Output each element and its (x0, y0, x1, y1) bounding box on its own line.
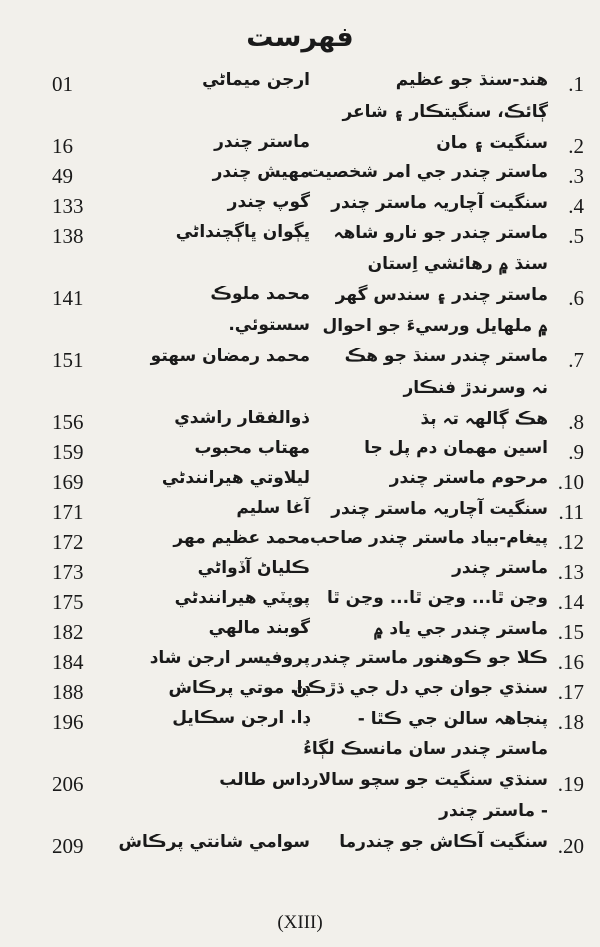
entry-author: سوامي شانتي پرڪاش (118, 832, 310, 852)
entry-title: سنڌي سنگيت جو سچو سالار (308, 770, 548, 790)
entry-title: سنڌي جوان جي دل جي ڌڙڪڻ (292, 678, 548, 698)
toc-entry (0, 70, 600, 132)
toc-entry (0, 222, 600, 284)
entry-author: ڪلياڻ آڏواڻي (197, 558, 310, 578)
entry-number: .7 (568, 348, 584, 372)
toc-entry (0, 346, 600, 408)
entry-number: .4 (568, 194, 584, 218)
entry-page: 156 (52, 410, 84, 434)
entry-title: ماستر چندر ۽ سندس گهر (335, 285, 548, 305)
entry-title-continued: ۾ ملهايل ورسيءَ جو احوال (322, 316, 548, 336)
entry-number: .3 (568, 164, 584, 188)
entry-number: .5 (568, 224, 584, 248)
entry-page: 206 (52, 772, 84, 796)
entry-author: ڊا. ارجن سڪايل (172, 708, 310, 728)
entry-title: هند-سنڌ جو عظيم (395, 70, 548, 90)
entry-author: محمد رمضان سهتو (150, 346, 310, 366)
entry-title: هڪ ڳالهہ تہ ٻڌ (420, 409, 548, 429)
entry-number: .15 (557, 620, 584, 644)
entry-page: 141 (52, 286, 84, 310)
entry-page: 175 (52, 590, 84, 614)
toc-entry (0, 678, 600, 708)
entry-title: ماستر چندر جي امر شخصيت (307, 162, 548, 182)
entry-author: مهتاب محبوب (194, 438, 310, 458)
entry-author: پوپٽي هيرانندڻي (174, 588, 310, 608)
entry-page: 169 (52, 470, 84, 494)
entry-title: سنگيت ۽ مان (436, 133, 548, 153)
toc-entry (0, 648, 600, 678)
entry-author: ذوالفقار راشدي (174, 408, 310, 428)
entry-page: 182 (52, 620, 84, 644)
entry-page: 171 (52, 500, 84, 524)
table-of-contents (0, 70, 600, 862)
entry-number: .16 (557, 650, 584, 674)
entry-author: مهيش چندر (212, 162, 310, 182)
entry-title: ماستر چندر جو نارو شاهہ (333, 223, 548, 243)
entry-author: ارجن ميماڻي (202, 70, 310, 90)
entry-number: .19 (557, 772, 584, 796)
entry-title: وڃن ٿا... وڃن ٿا... وڃن ٿا (327, 588, 548, 608)
entry-page: 196 (52, 710, 84, 734)
toc-entry (0, 284, 600, 346)
entry-page: 172 (52, 530, 84, 554)
entry-author: داس طالب (219, 770, 310, 790)
entry-title-continued: ڳائڪ، سنگيتڪار ۽ شاعر (342, 102, 548, 122)
entry-number: .20 (557, 834, 584, 858)
entry-title: پيغام-بياد ماستر چندر صاحب (310, 528, 548, 548)
entry-number: .17 (557, 680, 584, 704)
entry-author: ڀڳوان ڀاڳچنداڻي (175, 222, 310, 242)
entry-title: مرحوم ماستر چندر (389, 468, 548, 488)
toc-entry (0, 558, 600, 588)
entry-title-continued: - ماستر چندر (439, 801, 548, 821)
toc-entry (0, 618, 600, 648)
entry-page: 209 (52, 834, 84, 858)
entry-page: 173 (52, 560, 84, 584)
entry-title: ماستر چندر جي ياد ۾ (373, 619, 548, 639)
toc-entry (0, 438, 600, 468)
entry-number: .10 (557, 470, 584, 494)
entry-page: 49 (52, 164, 73, 188)
toc-entry (0, 162, 600, 192)
entry-author: گوپ چندر (227, 192, 310, 212)
entry-author: آغا سليم (236, 498, 310, 518)
entry-number: .8 (568, 410, 584, 434)
entry-number: .14 (557, 590, 584, 614)
entry-title: سنگيت آڪاش جو چندرما (339, 832, 548, 852)
entry-title: سنگيت آچاريہ ماستر چندر (331, 193, 548, 213)
entry-page: 151 (52, 348, 84, 372)
entry-title: ڪلا جو ڪوهنور ماستر چندر (312, 648, 548, 668)
page-number-footer: (XIII) (277, 912, 323, 933)
entry-number: .13 (557, 560, 584, 584)
entry-number: .2 (568, 134, 584, 158)
entry-author: ڊا. موتي پرڪاش (168, 678, 310, 698)
entry-title-continued: نہ وسرندڙ فنڪار (403, 378, 548, 398)
entry-number: .6 (568, 286, 584, 310)
entry-page: 159 (52, 440, 84, 464)
entry-author: پروفيسر ارجن شاد (149, 648, 310, 668)
entry-page: 184 (52, 650, 84, 674)
toc-entry (0, 468, 600, 498)
toc-entry (0, 588, 600, 618)
entry-title: ماستر چندر سنڌ جو هڪ (344, 346, 548, 366)
entry-author: محمد ملوڪ (210, 284, 310, 304)
entry-number: .11 (558, 500, 584, 524)
entry-page: 16 (52, 134, 73, 158)
entry-title: پنجاهہ سالن جي ڪٿا - (357, 709, 548, 729)
toc-entry (0, 832, 600, 862)
entry-title: ماستر چندر (452, 558, 548, 578)
entry-author-continued: سستوئي. (228, 315, 310, 335)
toc-entry (0, 770, 600, 832)
entry-title-continued: سنڌ ۾ رهائشي اِستان (367, 254, 548, 274)
entry-page: 01 (52, 72, 73, 96)
entry-title: سنگيت آچاريہ ماستر چندر (331, 499, 548, 519)
entry-number: .1 (568, 72, 584, 96)
entry-page: 133 (52, 194, 84, 218)
page-title: فهرست (246, 22, 354, 53)
entry-author: ليلاوتي هيرانندڻي (161, 468, 310, 488)
toc-entry (0, 708, 600, 770)
toc-entry (0, 192, 600, 222)
toc-entry (0, 498, 600, 528)
entry-page: 188 (52, 680, 84, 704)
toc-entry (0, 528, 600, 558)
entry-number: .9 (568, 440, 584, 464)
entry-number: .12 (557, 530, 584, 554)
entry-number: .18 (557, 710, 584, 734)
entry-author: ماستر چندر (214, 132, 310, 152)
entry-title: اسين مهمان دم پل جا (364, 438, 548, 458)
toc-entry (0, 132, 600, 162)
entry-title-continued: ماستر چندر سان مانسڪ لڳاءُ (303, 739, 548, 759)
entry-author: گوبند مالهي (208, 618, 310, 638)
entry-author: محمد عظيم مهر (173, 528, 310, 548)
entry-page: 138 (52, 224, 84, 248)
toc-entry (0, 408, 600, 438)
